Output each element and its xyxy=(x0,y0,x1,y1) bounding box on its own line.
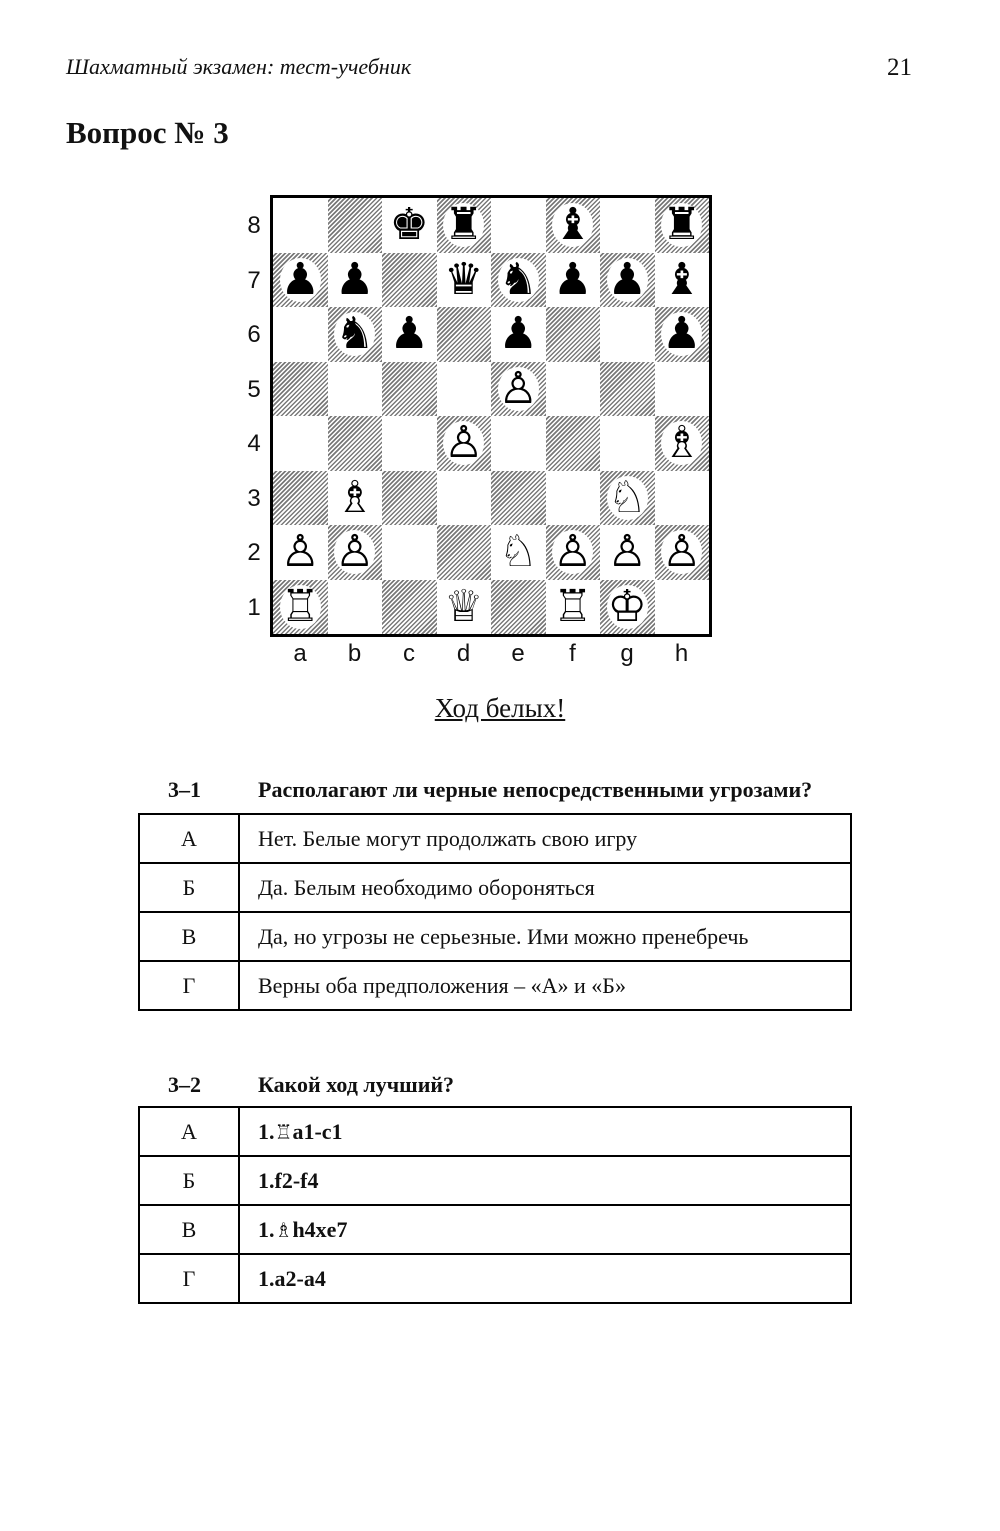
square-g2 xyxy=(600,525,655,580)
square-d8 xyxy=(437,198,492,253)
black-bishop-icon: ♝ xyxy=(553,199,593,251)
white-pawn-icon: ♙ xyxy=(553,526,593,578)
square-b6 xyxy=(328,307,383,362)
square-e1 xyxy=(491,580,546,635)
square-e4 xyxy=(491,416,546,471)
option-letter: В xyxy=(139,912,239,961)
white-knight-icon: ♘ xyxy=(498,526,538,578)
file-label: g xyxy=(620,640,634,667)
q1-options-table xyxy=(138,813,852,1011)
square-a2 xyxy=(273,525,328,580)
black-king-icon: ♚ xyxy=(389,199,429,251)
black-pawn-icon: ♟ xyxy=(607,253,647,305)
black-bishop-icon: ♝ xyxy=(662,253,702,305)
square-h5 xyxy=(655,362,710,417)
chess-board xyxy=(270,195,712,637)
square-b1 xyxy=(328,580,383,635)
square-a3 xyxy=(273,471,328,526)
q2-option-row[interactable] xyxy=(139,1107,851,1156)
white-pawn-icon: ♙ xyxy=(662,526,702,578)
q1-option-row[interactable] xyxy=(139,912,851,961)
option-text: Нет. Белые могут продолжать свою игру xyxy=(239,814,851,863)
move-prefix: 1. xyxy=(258,1216,275,1242)
square-a6 xyxy=(273,307,328,362)
square-e6 xyxy=(491,307,546,362)
square-f3 xyxy=(546,471,601,526)
q2-number: 3–2 xyxy=(168,1072,201,1097)
square-h2 xyxy=(655,525,710,580)
white-bishop-icon: ♗ xyxy=(335,471,375,523)
square-g5 xyxy=(600,362,655,417)
white-pawn-icon: ♙ xyxy=(280,526,320,578)
side-to-move-caption: Ход белых! xyxy=(434,693,566,723)
square-d1 xyxy=(437,580,492,635)
square-f1 xyxy=(546,580,601,635)
square-c8 xyxy=(382,198,437,253)
square-e3 xyxy=(491,471,546,526)
file-label: c xyxy=(403,640,415,667)
square-g4 xyxy=(600,416,655,471)
white-pawn-icon: ♙ xyxy=(498,362,538,414)
square-h6 xyxy=(655,307,710,362)
q2-options-table xyxy=(138,1106,852,1304)
black-rook-icon: ♜ xyxy=(444,199,484,251)
white-queen-icon: ♕ xyxy=(444,580,484,632)
square-g3 xyxy=(600,471,655,526)
square-d5 xyxy=(437,362,492,417)
page-number: 21 xyxy=(887,54,912,81)
move-text: 1.f2-f4 xyxy=(258,1167,319,1193)
rook-icon: ♖ xyxy=(274,1119,293,1144)
option-letter: А xyxy=(139,1107,239,1156)
square-b3 xyxy=(328,471,383,526)
square-c1 xyxy=(382,580,437,635)
square-c7 xyxy=(382,253,437,308)
option-move xyxy=(239,1156,851,1205)
white-knight-icon: ♘ xyxy=(607,471,647,523)
square-h4 xyxy=(655,416,710,471)
square-e7 xyxy=(491,253,546,308)
option-move xyxy=(239,1254,851,1303)
black-pawn-icon: ♟ xyxy=(335,253,375,305)
square-f8 xyxy=(546,198,601,253)
square-c2 xyxy=(382,525,437,580)
white-rook-icon: ♖ xyxy=(280,580,320,632)
square-a7 xyxy=(273,253,328,308)
black-queen-icon: ♛ xyxy=(444,253,484,305)
white-rook-icon: ♖ xyxy=(553,580,593,632)
q1-option-row[interactable] xyxy=(139,863,851,912)
option-letter: В xyxy=(139,1205,239,1254)
white-pawn-icon: ♙ xyxy=(607,526,647,578)
rank-label: 8 xyxy=(247,212,261,239)
white-king-icon: ♔ xyxy=(607,580,647,632)
square-a1 xyxy=(273,580,328,635)
move-text: a1-c1 xyxy=(292,1118,343,1144)
move-prefix: 1. xyxy=(258,1118,275,1144)
square-a5 xyxy=(273,362,328,417)
black-pawn-icon: ♟ xyxy=(280,253,320,305)
square-c3 xyxy=(382,471,437,526)
black-pawn-icon: ♟ xyxy=(498,308,538,360)
q1-prompt: Располагают ли черные непосредственными угрозами? xyxy=(258,777,813,802)
running-header: Шахматный экзамен: тест-учебник xyxy=(66,54,412,79)
square-b2 xyxy=(328,525,383,580)
square-b5 xyxy=(328,362,383,417)
square-g6 xyxy=(600,307,655,362)
black-pawn-icon: ♟ xyxy=(389,308,429,360)
square-d2 xyxy=(437,525,492,580)
square-e2 xyxy=(491,525,546,580)
move-text: 1.a2-a4 xyxy=(258,1265,326,1291)
rank-label: 5 xyxy=(247,375,261,403)
square-e8 xyxy=(491,198,546,253)
file-label: b xyxy=(347,640,362,667)
q2-option-row[interactable] xyxy=(139,1205,851,1254)
rank-label: 3 xyxy=(247,484,261,512)
square-g8 xyxy=(600,198,655,253)
option-letter: Б xyxy=(139,1156,239,1205)
rank-label: 7 xyxy=(247,266,261,294)
square-b8 xyxy=(328,198,383,253)
square-d6 xyxy=(437,307,492,362)
square-d3 xyxy=(437,471,492,526)
square-e5 xyxy=(491,362,546,417)
square-h3 xyxy=(655,471,710,526)
file-label: d xyxy=(456,640,471,667)
square-f2 xyxy=(546,525,601,580)
rank-label: 1 xyxy=(247,593,261,621)
question-title: Вопрос № 3 xyxy=(66,115,229,150)
option-letter: Б xyxy=(139,863,239,912)
black-knight-icon: ♞ xyxy=(335,308,375,360)
option-letter: Г xyxy=(139,961,239,1010)
move-text: h4xe7 xyxy=(292,1216,348,1242)
option-move xyxy=(239,1205,851,1254)
square-d7 xyxy=(437,253,492,308)
white-bishop-icon: ♗ xyxy=(662,417,702,469)
option-move xyxy=(239,1107,851,1156)
white-pawn-icon: ♙ xyxy=(335,526,375,578)
white-pawn-icon: ♙ xyxy=(444,417,484,469)
square-f5 xyxy=(546,362,601,417)
square-f7 xyxy=(546,253,601,308)
square-h7 xyxy=(655,253,710,308)
square-f4 xyxy=(546,416,601,471)
black-pawn-icon: ♟ xyxy=(662,308,702,360)
square-a8 xyxy=(273,198,328,253)
file-label: h xyxy=(674,640,689,667)
q2-option-row[interactable] xyxy=(139,1254,851,1303)
q2-prompt: Какой ход лучший? xyxy=(258,1072,455,1097)
square-c6 xyxy=(382,307,437,362)
square-b4 xyxy=(328,416,383,471)
square-a4 xyxy=(273,416,328,471)
file-label: e xyxy=(511,640,525,667)
bishop-icon: ♗ xyxy=(274,1217,293,1242)
option-text: Да, но угрозы не серьезные. Ими можно пренебречь xyxy=(239,912,851,961)
option-letter: Г xyxy=(139,1254,239,1303)
square-g1 xyxy=(600,580,655,635)
option-letter: А xyxy=(139,814,239,863)
square-c4 xyxy=(382,416,437,471)
black-knight-icon: ♞ xyxy=(498,253,538,305)
black-pawn-icon: ♟ xyxy=(553,253,593,305)
square-h8 xyxy=(655,198,710,253)
square-d4 xyxy=(437,416,492,471)
black-rook-icon: ♜ xyxy=(662,199,702,251)
option-text: Да. Белым необходимо обороняться xyxy=(239,863,851,912)
rank-label: 4 xyxy=(247,430,261,457)
square-c5 xyxy=(382,362,437,417)
square-b7 xyxy=(328,253,383,308)
rank-label: 2 xyxy=(247,539,261,566)
option-text: Верны оба предположения – «А» и «Б» xyxy=(239,961,851,1010)
rank-label: 6 xyxy=(247,321,261,348)
file-label: f xyxy=(569,640,576,667)
q1-option-row[interactable] xyxy=(139,814,851,863)
square-f6 xyxy=(546,307,601,362)
square-g7 xyxy=(600,253,655,308)
q1-number: 3–1 xyxy=(168,777,201,802)
q1-option-row[interactable] xyxy=(139,961,851,1010)
q2-option-row[interactable] xyxy=(139,1156,851,1205)
file-label: a xyxy=(293,640,307,667)
square-h1 xyxy=(655,580,710,635)
